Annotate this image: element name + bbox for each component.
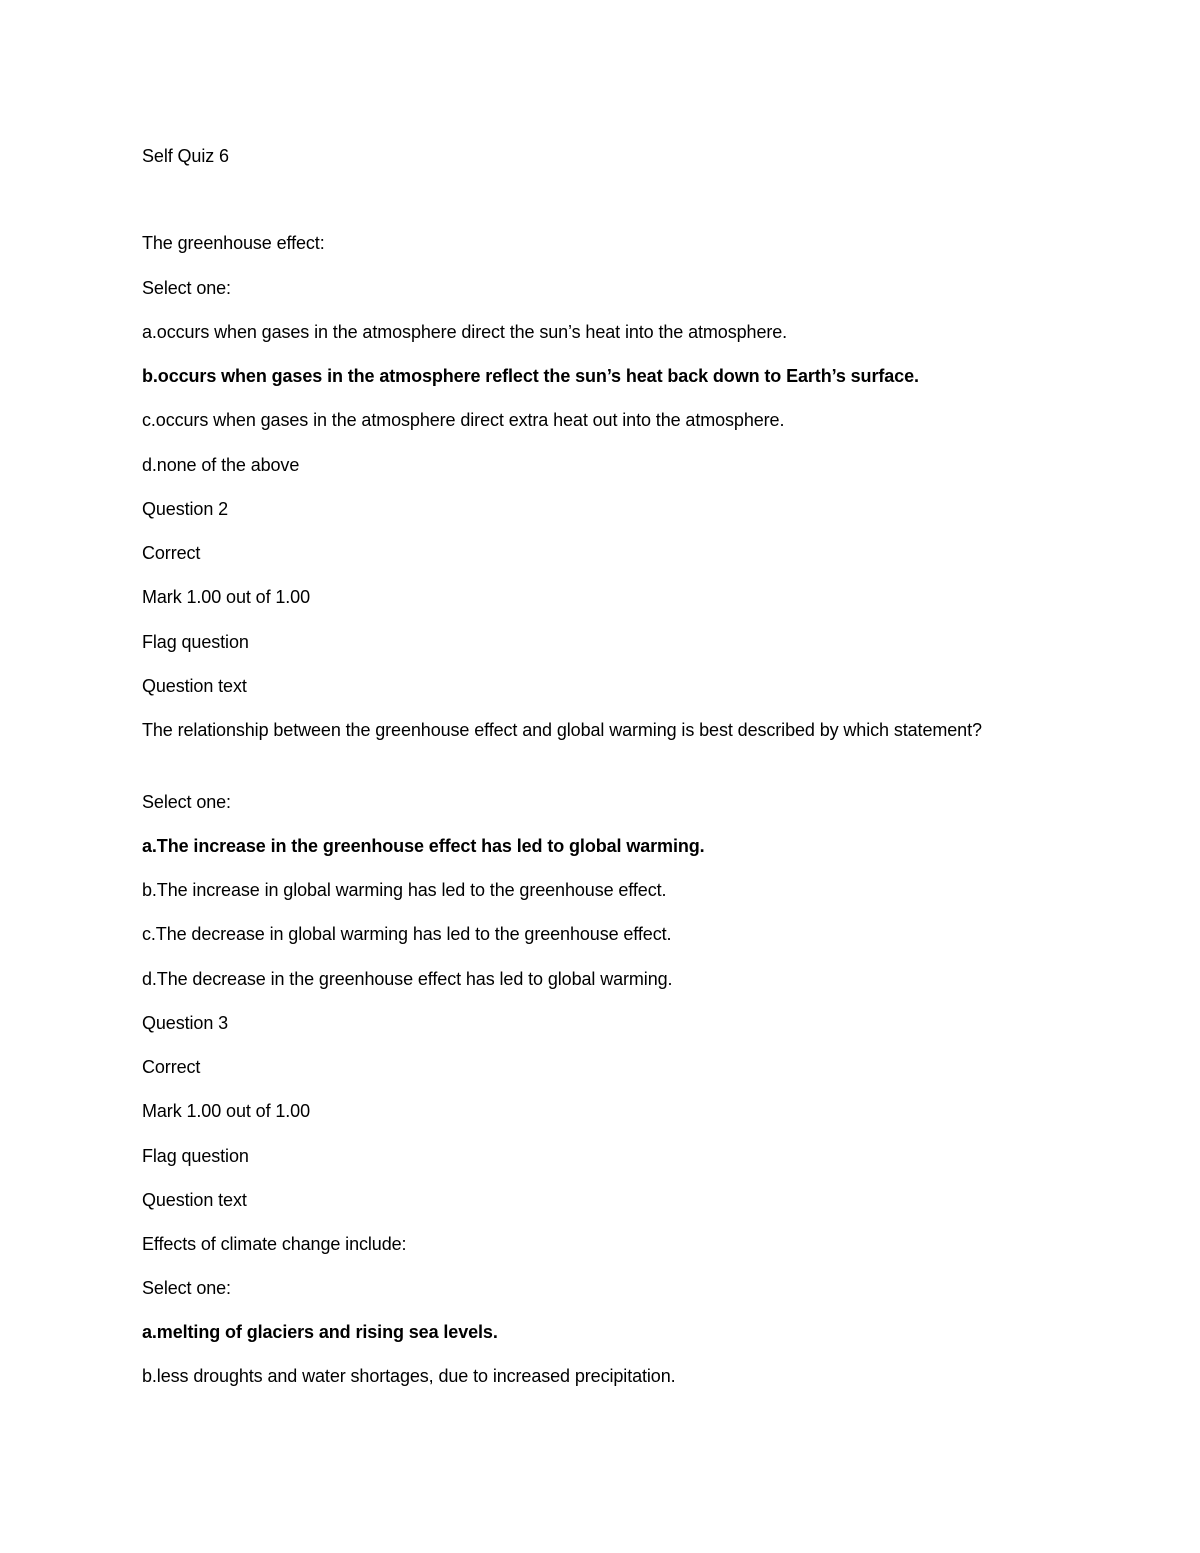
question-1-option-c: c.occurs when gases in the atmosphere direct extra heat out into the atmosphere.: [142, 410, 785, 430]
question-3-status: Correct: [142, 1057, 201, 1077]
question-3-prompt: Effects of climate change include:: [142, 1234, 407, 1254]
question-1-select-label: Select one:: [142, 278, 231, 298]
question-2-option-c: c.The decrease in global warming has led to the greenhouse effect.: [142, 924, 672, 944]
question-3-select-label: Select one:: [142, 1278, 231, 1298]
question-3-text-label: Question text: [142, 1190, 247, 1210]
question-2-number: Question 2: [142, 499, 229, 519]
question-2-option-d: d.The decrease in the greenhouse effect has led to global warming.: [142, 969, 673, 989]
question-2-prompt: The relationship between the greenhouse effect and global warming is best described by which statement?: [142, 720, 982, 740]
question-2-select-label: Select one:: [142, 792, 231, 812]
page-title: Self Quiz 6: [142, 146, 229, 166]
question-3-mark: Mark 1.00 out of 1.00: [142, 1101, 311, 1121]
question-1-prompt: The greenhouse effect:: [142, 233, 325, 253]
question-2-option-a: a.The increase in the greenhouse effect has led to global warming.: [142, 836, 705, 856]
question-1-option-d: d.none of the above: [142, 455, 300, 475]
question-3-option-b: b.less droughts and water shortages, due to increased precipitation.: [142, 1366, 676, 1386]
question-3-number: Question 3: [142, 1013, 229, 1033]
question-2-flag: Flag question: [142, 632, 249, 652]
question-2-option-b: b.The increase in global warming has led to the greenhouse effect.: [142, 880, 667, 900]
question-1-option-a: a.occurs when gases in the atmosphere direct the sun’s heat into the atmosphere.: [142, 322, 788, 342]
question-1-option-b: b.occurs when gases in the atmosphere reflect the sun’s heat back down to Earth’s surface.: [142, 366, 919, 386]
question-2-status: Correct: [142, 543, 201, 563]
question-2-mark: Mark 1.00 out of 1.00: [142, 587, 311, 607]
question-2-text-label: Question text: [142, 676, 247, 696]
question-3-option-a: a.melting of glaciers and rising sea levels.: [142, 1322, 498, 1342]
question-3-flag: Flag question: [142, 1146, 249, 1166]
